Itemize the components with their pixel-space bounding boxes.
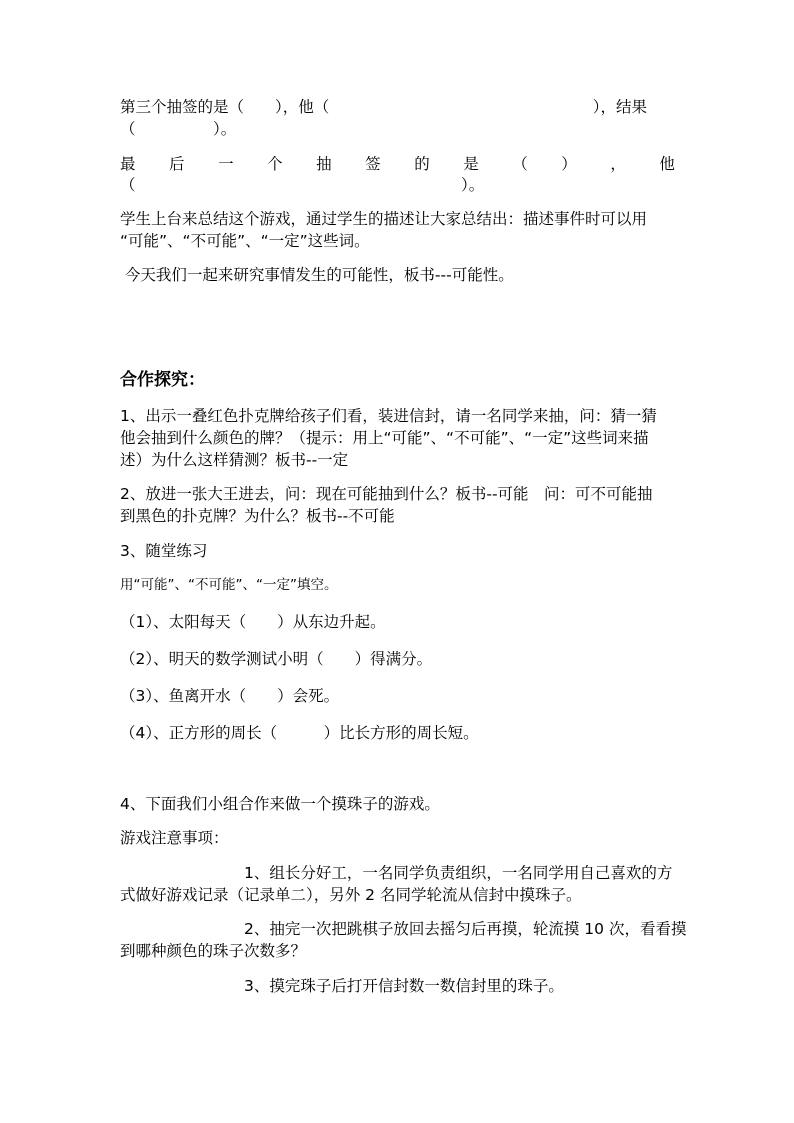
cooperation-heading: 合作探究：	[120, 370, 205, 390]
exercise-item: （2）、明天的数学测试小明（ ）得满分。	[120, 650, 433, 668]
exercise-item: （4）、正方形的周长（ ）比长方形的周长短。	[120, 724, 479, 742]
last-draw-char: 签	[365, 155, 381, 173]
last-draw-line-2: （ ）。	[120, 176, 485, 194]
summary-line-2: “可能”、“不可能”、“一定”这些词。	[120, 232, 370, 250]
item4-line: 4、下面我们小组合作来做一个摸珠子的游戏。	[120, 795, 440, 813]
today-line: 今天我们一起来研究事情发生的可能性，板书---可能性。	[120, 266, 514, 284]
last-draw-char: 的	[414, 155, 430, 173]
note2-line-1: 2、抽完一次把跳棋子放回去摇匀后再摸，轮流摸 10 次，看看摸	[120, 920, 687, 938]
item1-line-3: 述）为什么这样猜测？板书--一定	[120, 451, 349, 469]
item3-title: 3、随堂练习	[120, 542, 208, 560]
item1-line-1: 1、出示一叠红色扑克牌给孩子们看，装进信封，请一名同学来抽，问：猜一猜	[120, 407, 657, 425]
note1-line-1: 1、组长分好工，一名同学负责组织，一名同学用自己喜欢的方	[120, 864, 673, 882]
last-draw-char: ）	[561, 155, 577, 173]
item2-line-2: 到黑色的扑克牌？为什么？板书--不可能	[120, 507, 395, 525]
last-draw-char: 个	[267, 155, 283, 173]
item1-line-2: 他会抽到什么颜色的牌？（提示：用上“可能”、“不可能”、“一定”这些词来描	[120, 429, 649, 447]
note3-line: 3、摸完珠子后打开信封数一数信封里的珠子。	[120, 977, 564, 995]
last-draw-char: 后	[169, 155, 185, 173]
last-draw-char: 最	[120, 155, 136, 173]
last-draw-char: 他	[659, 155, 675, 173]
last-draw-char: （	[512, 155, 528, 173]
third-draw-line-2: （ ）。	[120, 120, 237, 138]
fill-instruction: 用“可能”、“不可能”、“一定”填空。	[120, 577, 338, 593]
last-draw-char: 抽	[316, 155, 332, 173]
last-draw-char: ，	[610, 155, 626, 173]
last-draw-char: 一	[218, 155, 234, 173]
exercise-item: （1）、太阳每天（ ）从东边升起。	[120, 613, 386, 631]
game-notes-title: 游戏注意事项：	[120, 829, 229, 847]
summary-line-1: 学生上台来总结这个游戏，通过学生的描述让大家总结出：描述事件时可以用	[120, 210, 648, 228]
last-draw-char: 是	[463, 155, 479, 173]
third-draw-line-1: 第三个抽签的是（ ），他（ ），结果	[120, 98, 648, 116]
note2-line-2: 到哪种颜色的珠子次数多？	[120, 942, 307, 960]
note1-line-2: 式做好游戏记录（记录单二），另外 2 名同学轮流从信封中摸珠子。	[120, 886, 582, 904]
last-draw-line-1	[120, 153, 675, 175]
item2-line-1: 2、放进一张大王进去，问：现在可能抽到什么？板书--可能 问：可不可能抽	[120, 485, 653, 503]
exercise-item: （3）、鱼离开水（ ）会死。	[120, 687, 340, 705]
